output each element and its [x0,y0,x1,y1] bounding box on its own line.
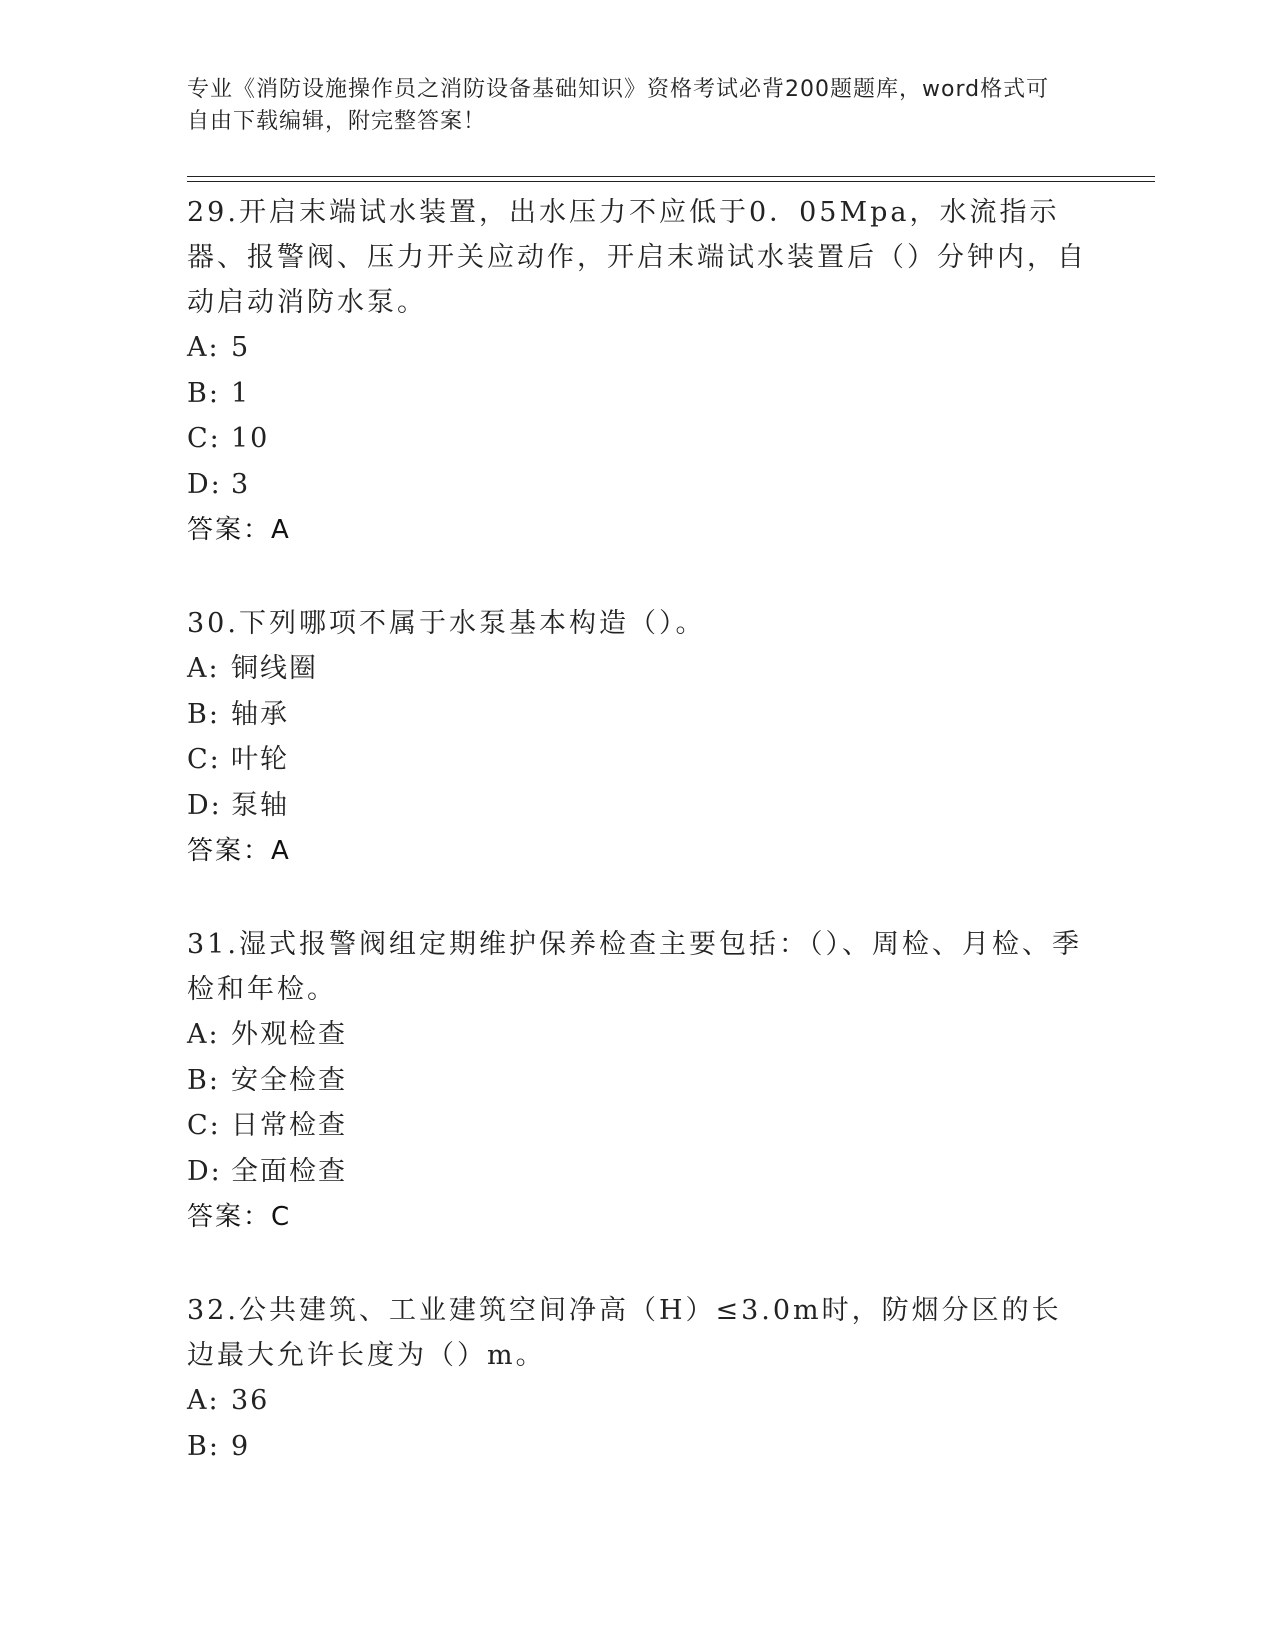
question-stem: 30.下列哪项不属于水泵基本构造（）。 [187,608,706,639]
option-letter: A: [187,653,220,684]
option-text: 1 [231,377,251,409]
question-30 [187,601,1087,874]
option-text: 10 [231,423,270,454]
option-text: 外观检查 [231,1019,347,1050]
option-letter: B: [187,1064,220,1096]
option-c [187,416,1087,462]
question-stem: 29.开启末端试水装置，出水压力不应低于0．05Mpa，水流指示器、报警阀、压力开关应动作，开启末端试水装置后（）分钟内，自动启动消防水泵。 [187,197,1087,318]
answer-line: 答案：A [187,515,291,545]
option-text: 安全检查 [231,1064,347,1096]
option-d [187,783,1087,829]
option-letter: A: [187,1019,220,1050]
option-b [187,371,1087,417]
document-header: 专业《消防设施操作员之消防设备基础知识》资格考试必背200题题库，word格式可自由下载编辑，附完整答案！ [187,77,1050,134]
header-divider-top [187,176,1155,177]
option-letter: C: [187,744,221,775]
question-stem: 31.湿式报警阀组定期维护保养检查主要包括：（）、周检、月检、季检和年检。 [187,929,1082,1005]
option-letter: A: [187,1385,220,1416]
option-c [187,737,1087,783]
option-letter: B: [187,698,220,730]
option-letter: D: [187,468,222,500]
question-list [187,190,1087,1517]
option-text: 全面检查 [231,1155,347,1187]
answer-line: 答案：C [187,1202,292,1232]
option-text: 叶轮 [231,744,289,775]
option-letter: D: [187,789,222,821]
option-letter: A: [187,332,220,363]
option-letter: C: [187,1110,221,1141]
option-text: 铜线圈 [231,653,318,684]
header-divider-bottom [187,181,1155,182]
option-text: 轴承 [231,698,289,730]
option-letter: B: [187,1430,220,1462]
option-text: 日常检查 [231,1110,347,1141]
option-letter: C: [187,423,221,454]
option-a [187,646,1087,692]
option-text: 泵轴 [231,789,289,821]
option-letter: B: [187,377,220,409]
option-a [187,1378,1087,1424]
option-text: 36 [231,1385,270,1416]
option-letter: D: [187,1155,222,1187]
question-29 [187,190,1087,553]
option-b [187,1424,1087,1470]
option-b [187,1058,1087,1104]
answer-line: 答案：A [187,836,291,866]
option-b [187,692,1087,738]
option-text: 9 [231,1430,251,1462]
option-c [187,1103,1087,1149]
question-32 [187,1288,1087,1469]
question-stem: 32.公共建筑、工业建筑空间净高（H）≤3.0m时，防烟分区的长边最大允许长度为（）m。 [187,1295,1062,1371]
question-31 [187,922,1087,1240]
option-text: 5 [231,332,251,363]
option-a [187,325,1087,371]
option-a [187,1012,1087,1058]
option-text: 3 [231,468,251,500]
option-d [187,1149,1087,1195]
option-d [187,462,1087,508]
